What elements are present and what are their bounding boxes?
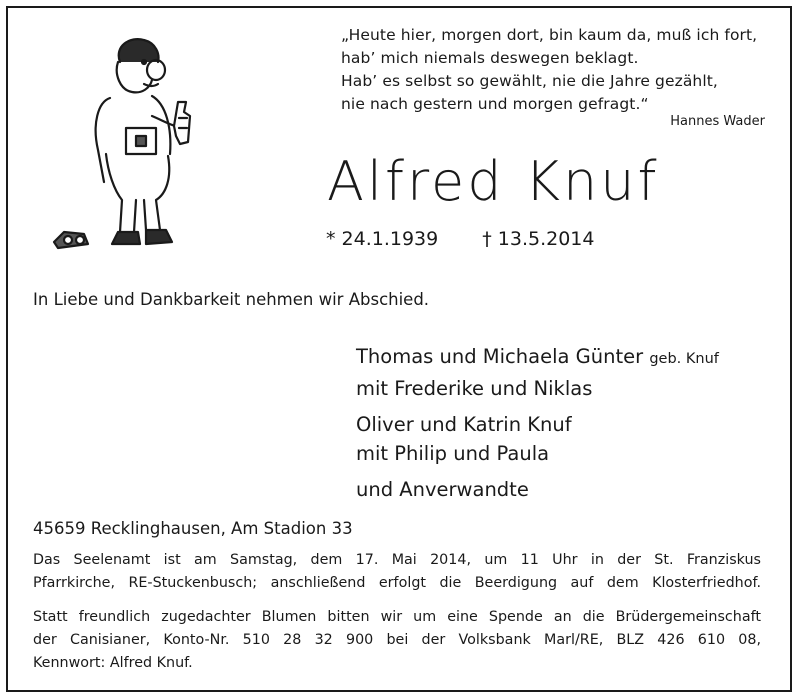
service-line-2: Pfarrkirche, RE-Stuckenbusch; anschließend erfolgt die Beerdigung auf dem Klosterfriedhof. [33,575,761,591]
birth-date: * 24.1.1939 [326,228,439,250]
family-line [356,342,719,374]
quote-line: Hab’ es selbst so gewählt, nie die Jahre gezählt, [341,72,718,90]
family-line-1: Thomas und Michaela Günter [356,345,644,368]
family-block [356,342,719,504]
donation-info [33,606,761,675]
service-line-1: Das Seelenamt ist am Samstag, dem 17. Mai 2014, um 11 Uhr in der St. Franziskus [33,552,761,568]
quote [341,24,771,116]
quote-line: nie nach gestern und morgen gefragt.“ [341,95,649,113]
family-line-3: Oliver und Katrin Knuf [356,413,572,436]
death-date: † 13.5.2014 [482,228,595,250]
quote-line: hab’ mich niemals deswegen beklagt. [341,49,639,67]
deceased-name: Alfred Knuf [327,150,660,213]
farewell-text: In Liebe und Dankbarkeit nehmen wir Abschied. [33,290,430,309]
mechanic-illustration [48,32,218,262]
quote-author: Hannes Wader [670,114,765,129]
life-dates [326,228,595,250]
family-line-2: mit Frederike und Niklas [356,377,593,400]
donation-line-2: der Canisianer, Konto-Nr. 510 28 32 900 bei der Volksbank Marl/RE, BLZ 426 610 08, [33,632,761,648]
family-line-4: mit Philip und Paula [356,442,550,465]
quote-line: „Heute hier, morgen dort, bin kaum da, muß ich fort, [341,26,758,44]
address: 45659 Recklinghausen, Am Stadion 33 [33,519,353,538]
family-line-5: und Anverwandte [356,478,529,501]
birth-name: geb. Knuf [649,351,719,367]
donation-line-3: Kennwort: Alfred Knuf. [33,655,193,671]
donation-line-1: Statt freundlich zugedachter Blumen bitten wir um eine Spende an die Brüdergemeinschaft [33,609,761,625]
service-info [33,549,761,595]
